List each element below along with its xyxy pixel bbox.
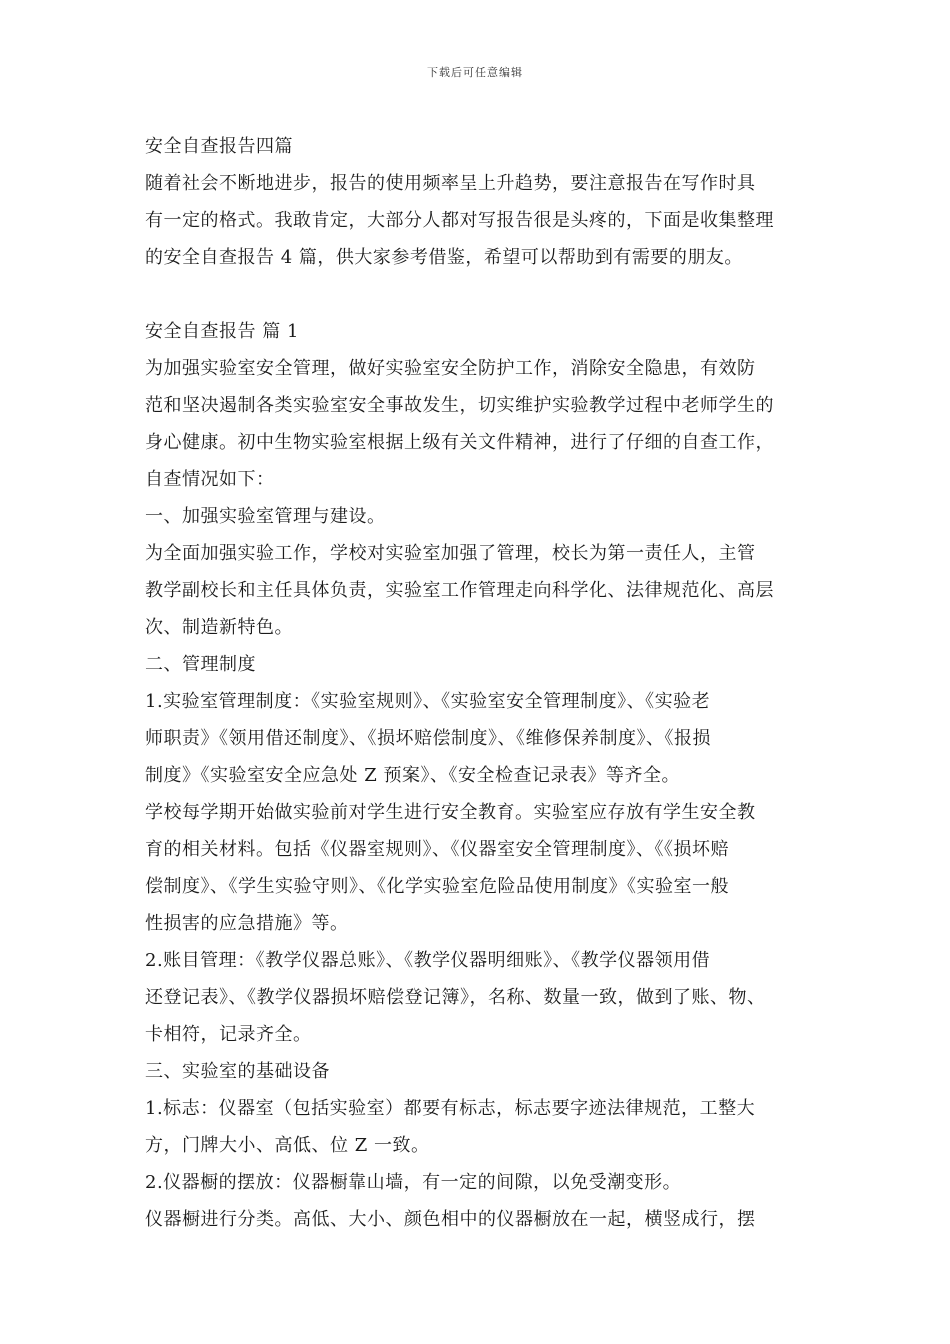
paragraph-line: 偿制度》、《学生实验守则》、《化学实验室危险品使用制度》《实验室一般 bbox=[145, 876, 729, 897]
subheading: 二、管理制度 bbox=[145, 654, 256, 675]
paragraph-line: 1.实验室管理制度：《实验室规则》、《实验室安全管理制度》、《实验老 bbox=[145, 691, 711, 712]
paragraph-line: 师职责》《领用借还制度》、《损坏赔偿制度》、《维修保养制度》、《报损 bbox=[145, 728, 711, 749]
paragraph-line: 1.标志：仪器室（包括实验室）都要有标志，标志要字迹法律规范，工整大 bbox=[145, 1098, 756, 1119]
paragraph-line: 卡相符，记录齐全。 bbox=[145, 1024, 312, 1045]
paragraph-line: 自查情况如下： bbox=[145, 469, 275, 490]
paragraph-line: 范和坚决遏制各类实验室安全事故发生，切实维护实验教学过程中老师学生的 bbox=[145, 395, 774, 416]
paragraph-line: 方，门牌大小、高低、位 Z 一致。 bbox=[145, 1135, 430, 1156]
paragraph-line: 育的相关材料。包括《仪器室规则》、《仪器室安全管理制度》、《《损坏赔 bbox=[145, 839, 729, 860]
paragraph-line: 身心健康。初中生物实验室根据上级有关文件精神，进行了仔细的自查工作， bbox=[145, 432, 774, 453]
paragraph-line: 仪器橱进行分类。高低、大小、颜色相中的仪器橱放在一起，横竖成行，摆 bbox=[145, 1209, 756, 1230]
doc-title: 安全自查报告四篇 bbox=[145, 136, 293, 157]
paragraph-line: 教学副校长和主任具体负责，实验室工作管理走向科学化、法律规范化、高层 bbox=[145, 580, 774, 601]
paragraph-line: 次、制造新特色。 bbox=[145, 617, 293, 638]
paragraph-line: 为全面加强实验工作，学校对实验室加强了管理，校长为第一责任人，主管 bbox=[145, 543, 756, 564]
document-body bbox=[145, 128, 825, 1238]
blank-line bbox=[145, 276, 825, 313]
paragraph-line: 2.账目管理：《教学仪器总账》、《教学仪器明细账》、《教学仪器领用借 bbox=[145, 950, 711, 971]
page-header: 下载后可任意编辑 bbox=[427, 66, 523, 79]
paragraph-line: 还登记表》、《教学仪器损坏赔偿登记簿》，名称、数量一致，做到了账、物、 bbox=[145, 987, 766, 1008]
intro-line: 随着社会不断地进步，报告的使用频率呈上升趋势，要注意报告在写作时具 bbox=[145, 173, 756, 194]
paragraph-line: 学校每学期开始做实验前对学生进行安全教育。实验室应存放有学生安全教 bbox=[145, 802, 756, 823]
section-title: 安全自查报告 篇 1 bbox=[145, 321, 299, 342]
intro-line: 的安全自查报告 4 篇，供大家参考借鉴，希望可以帮助到有需要的朋友。 bbox=[145, 247, 743, 268]
paragraph-line: 制度》《实验室安全应急处 Z 预案》、《安全检查记录表》等齐全。 bbox=[145, 765, 680, 786]
subheading: 一、加强实验室管理与建设。 bbox=[145, 506, 386, 527]
paragraph-line: 为加强实验室安全管理，做好实验室安全防护工作，消除安全隐患，有效防 bbox=[145, 358, 756, 379]
intro-line: 有一定的格式。我敢肯定，大部分人都对写报告很是头疼的，下面是收集整理 bbox=[145, 210, 774, 231]
paragraph-line: 性损害的应急措施》等。 bbox=[145, 913, 349, 934]
subheading: 三、实验室的基础设备 bbox=[145, 1061, 330, 1082]
paragraph-line: 2.仪器橱的摆放：仪器橱靠山墙，有一定的间隙，以免受潮变形。 bbox=[145, 1172, 682, 1193]
